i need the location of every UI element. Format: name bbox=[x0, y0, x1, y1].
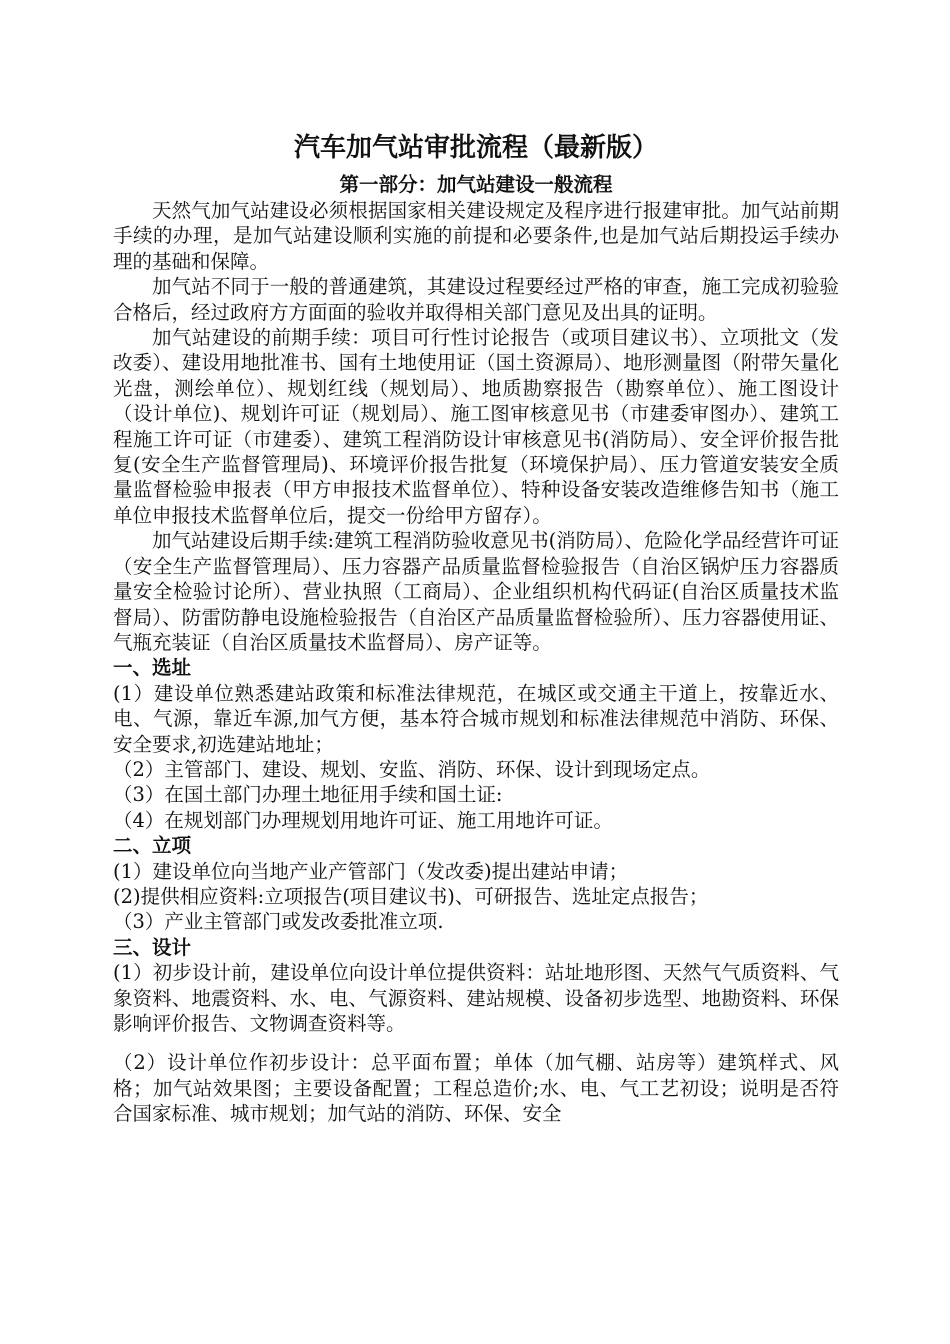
intro-paragraph: 天然气加气站建设必须根据国家相关建设规定及程序进行报建审批。加气站前期手续的办理，是加气站建设顺利实施的前提和必要条件,也是加气站后期投运手续办理的基础和保障。 bbox=[113, 199, 839, 273]
section-item: (1）初步设计前，建设单位向设计单位提供资料：站址地形图、天然气气质资料、气象资料、地震资料、水、电、气源资料、建站规模、设备初步选型、地勘资料、环保影响评价报告、文物调查资料等。 bbox=[113, 961, 839, 1035]
section-item: （3）产业主管部门或发改委批准立项. bbox=[113, 910, 444, 934]
intro-paragraph: 加气站建设的前期手续：项目可行性讨论报告（或项目建议书）、立项批文（发改委）、建设用地批准书、国有土地使用证（国土资源局）、地形测量图（附带矢量化光盘，测绘单位）、规划红线（规划局）、地质勘察报告（勘察单位）、施工图设计（设计单位)、规划许可证（规划局）、施工图审核意见书（市建委审图办）、建筑工程施工许可证（市建委）、建筑工程消防设计审核意见书(消防局）、安全评价报告批复(安全生产监督管理局)、环境评价报告批复（环境保护局）、压力管道安装安全质量监督检验申报表（甲方申报技术监督单位）、特种设备安装改造维修告知书（施工单位申报技术监督单位后，提交一份给甲方留存）。 bbox=[113, 326, 839, 527]
intro-paragraph: 加气站不同于一般的普通建筑，其建设过程要经过严格的审查，施工完成初验验合格后，经过政府方方面面的验收并取得相关部门意见及出具的证明。 bbox=[113, 275, 839, 324]
section-item: (2)提供相应资料:立项报告(项目建议书)、可研报告、选址定点报告； bbox=[113, 884, 709, 908]
section-heading: 三、设计 bbox=[113, 935, 192, 959]
section-item: （3）在国土部门办理土地征用手续和国土证: bbox=[113, 783, 503, 807]
section-item: （2）设计单位作初步设计：总平面布置；单体（加气棚、站房等）建筑样式、风格；加气站效果图；主要设备配置；工程总造价;水、电、气工艺初设；说明是否符合国家标准、城市规划；加气站的消防、环保、安全 bbox=[113, 1051, 839, 1126]
intro-paragraph: 加气站建设后期手续:建筑工程消防验收意见书(消防局）、危险化学品经营许可证（安全生产监督管理局）、压力容器产品质量监督检验报告（自治区锅炉压力容器质量安全检验讨论所）、营业执照（工商局）、企业组织机构代码证(自治区质量技术监督局）、防雷防静电设施检验报告（自治区产品质量监督检验所）、压力容器使用证、气瓶充装证（自治区质量技术监督局）、房产证等。 bbox=[113, 529, 839, 654]
document-title: 汽车加气站审批流程（最新版） bbox=[293, 133, 658, 163]
section-item: （4）在规划部门办理规划用地许可证、施工用地许可证。 bbox=[113, 808, 613, 832]
section-heading: 二、立项 bbox=[113, 834, 192, 858]
section-item: （2）主管部门、建设、规划、安监、消防、环保、设计到现场定点。 bbox=[113, 757, 711, 781]
document-subtitle: 第一部分：加气站建设一般流程 bbox=[339, 173, 613, 196]
section-item: (1）建设单位熟悉建站政策和标准法律规范，在城区或交通主干道上，按靠近水、电、气源，靠近车源,加气方便，基本符合城市规划和标准法律规范中消防、环保、安全要求,初选建站地址； bbox=[113, 681, 839, 756]
section-item: (1）建设单位向当地产业产管部门（发改委)提出建站申请； bbox=[113, 859, 629, 883]
section-heading: 一、选址 bbox=[113, 656, 192, 680]
document-page bbox=[113, 128, 839, 1127]
